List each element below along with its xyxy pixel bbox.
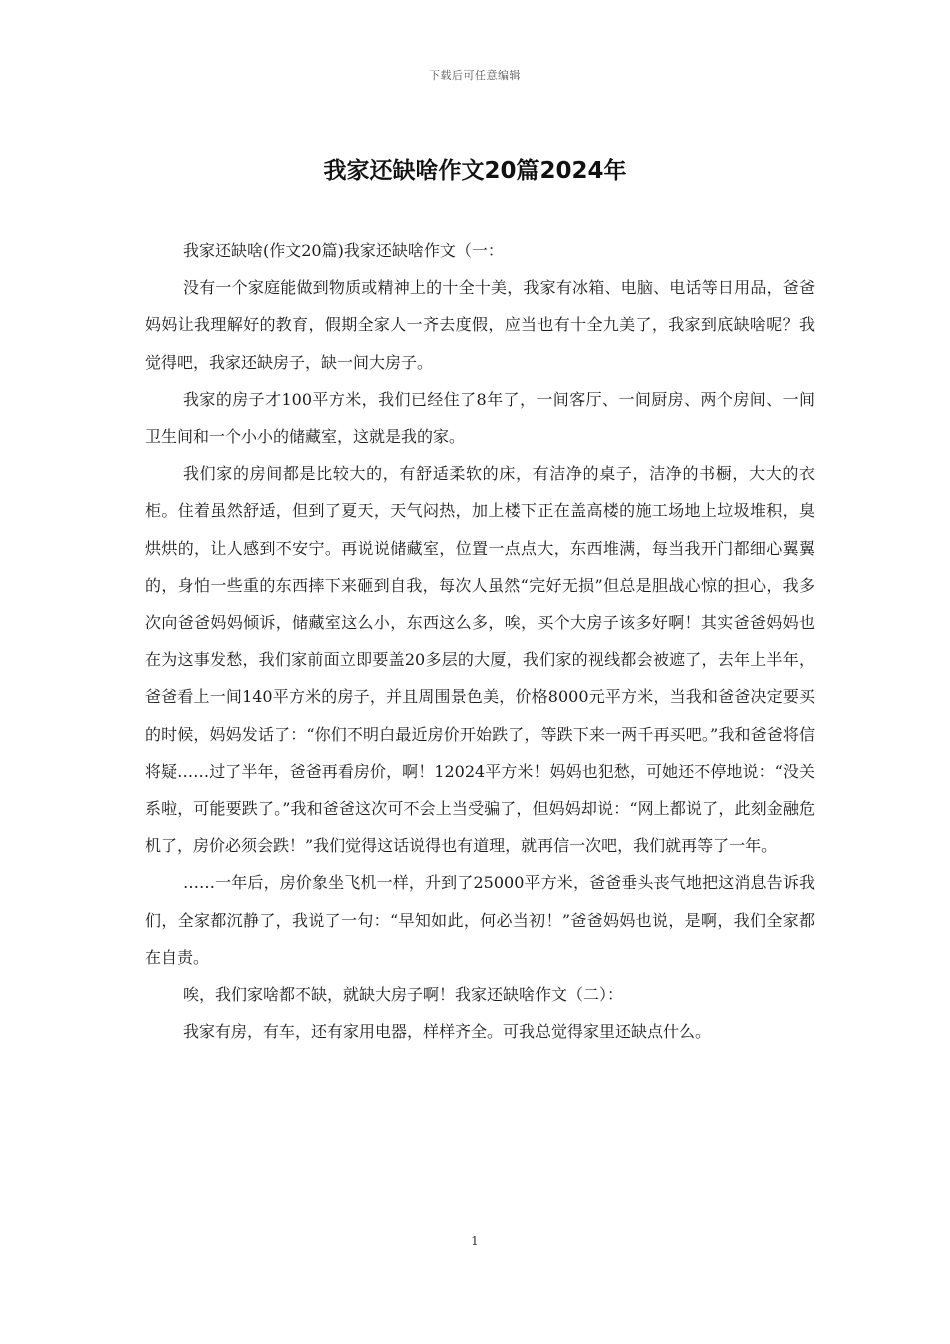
paragraph-5: ……一年后，房价象坐飞机一样，升到了25000平方米，爸爸垂头丧气地把这消息告诉我们，全家都沉静了，我说了一句：“早知如此，何必当初！”爸爸妈妈也说，是啊，我们全家都在自责。 bbox=[145, 873, 815, 967]
paragraph-1: 我家还缺啥(作文20篇)我家还缺啥作文（一： bbox=[183, 241, 504, 260]
page-number: 1 bbox=[471, 1234, 479, 1248]
page-header-note: 下载后可任意编辑 bbox=[429, 69, 521, 82]
paragraph-6: 唉，我们家啥都不缺，就缺大房子啊！我家还缺啥作文（二）： bbox=[183, 985, 624, 1005]
paragraph-4: 我们家的房间都是比较大的，有舒适柔软的床，有洁净的桌子，洁净的书橱，大大的衣柜。住着虽然舒适，但到了夏天，天气闷热，加上楼下正在盖高楼的施工场地上垃圾堆积，臭烘烘的，让人感到不安宁。再说说储藏室，位置一点点大，东西堆满，每当我开门都细心翼翼的，身怕一些重的东西摔下来砸到自我，每次人虽然“完好无损”但总是胆战心惊的担心，我多次向爸爸妈妈倾诉，储藏室这么小，东西这么多，唉，买个大房子该多好啊！其实爸爸妈妈也在为这事发愁，我们家前面立即要盖20多层的大厦，我们家的视线都会被遮了，去年上半年，爸爸看上一间140平方米的房子，并且周围景色美，价格8000元平方米，当我和爸爸决定要买的时候，妈妈发话了：“你们不明白最近房价开始跌了，等跌下来一两千再买吧。”我和爸爸将信将疑……过了半年，爸爸再看房价，啊！12024平方米！妈妈也犯愁，可她还不停地说：“没关系啦，可能要跌了。”我和爸爸这次可不会上当受骗了，但妈妈却说：“网上都说了，此刻金融危机了，房价必须会跌！”我们觉得这话说得也有道理，就再信一次吧，我们就再等了一年。 bbox=[145, 464, 815, 856]
document-title: 我家还缺啥作文20篇2024年 bbox=[323, 158, 627, 184]
paragraph-3: 我家的房子才100平方米，我们已经住了8年了，一间客厅、一间厨房、两个房间、一间卫生间和一个小小的储藏室，这就是我的家。 bbox=[145, 389, 815, 447]
document-body bbox=[145, 232, 815, 1050]
paragraph-2: 没有一个家庭能做到物质或精神上的十全十美，我家有冰箱、电脑、电话等日用品，爸爸妈妈让我理解好的教育，假期全家人一齐去度假，应当也有十全九美了，我家到底缺啥呢？我觉得吧，我家还缺房子，缺一间大房子。 bbox=[145, 278, 815, 372]
paragraph-7: 我家有房，有车，还有家用电器，样样齐全。可我总觉得家里还缺点什么。 bbox=[183, 1022, 712, 1042]
